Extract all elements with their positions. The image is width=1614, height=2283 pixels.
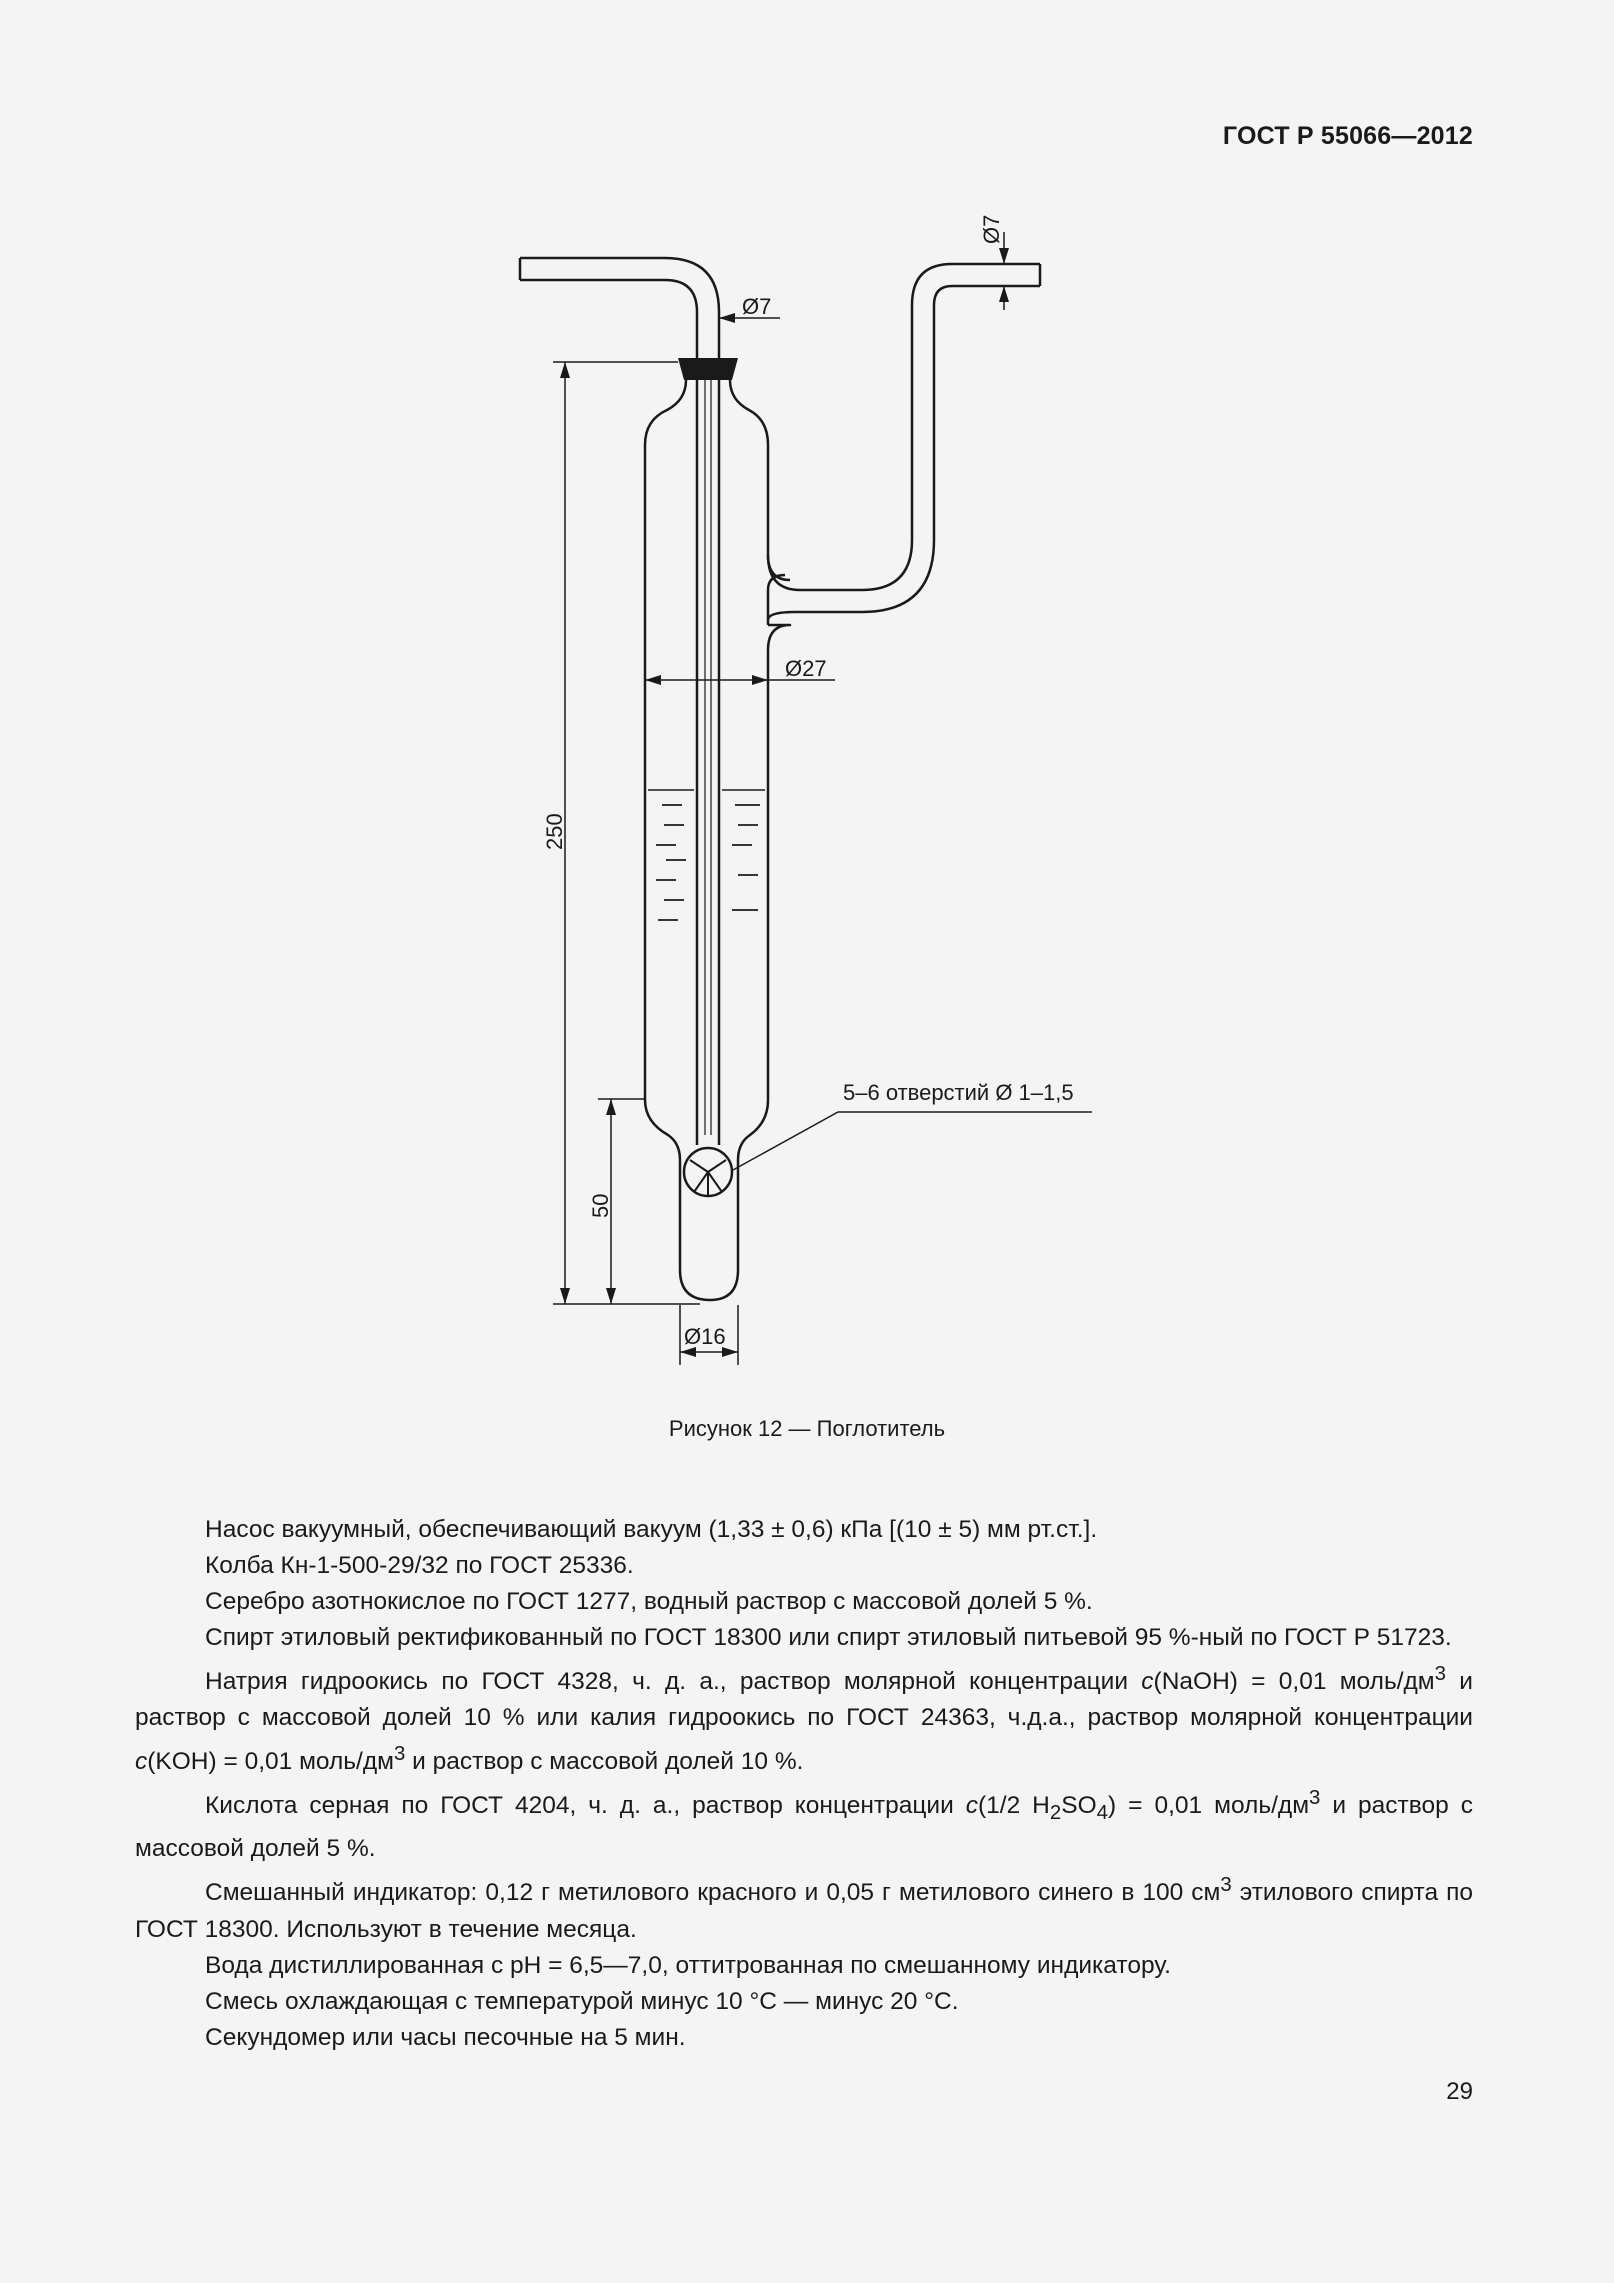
paragraph-indicator: Смешанный индикатор: 0,12 г метилового красного и 0,05 г метилового синего в 100 $см^3$ этилового спирта по ГОСТ 18300. Используют в течение месяца. <box>135 1874 1473 1943</box>
absorber-svg <box>500 190 1100 1390</box>
paragraph-pump: Насос вакуумный, обеспечивающий вакуум (1,33 ± 0,6) кПа [(10 ± 5) мм рт.ст.]. <box>205 1516 1098 1543</box>
dim-d7-top: Ø7 <box>979 214 1004 244</box>
figure-caption: Рисунок 12 — Поглотитель <box>668 1416 946 1441</box>
paragraph-water: Вода дистиллированная с pH = 6,5—7,0, оттитрованная по смешанному индикатору. <box>205 1951 1171 1979</box>
dim-d16: Ø16 <box>684 1324 726 1349</box>
dim-50: 50 <box>588 1193 613 1218</box>
holes-label: 5–6 отверстий Ø 1–1,5 <box>843 1080 1074 1105</box>
inlet-pipe-outer <box>520 258 719 360</box>
dim-d27: Ø27 <box>785 656 827 681</box>
paragraph-sulfuric-acid: Кислота серная по ГОСТ 4204, ч. д. а., раствор концентрации c(1/2 $H_2SO_4) = 0,01$ моль/$дм^3$ и раствор с массовой долей 5 %. <box>135 1787 1473 1863</box>
stopper <box>678 358 738 380</box>
paragraph-ethanol: Спирт этиловый ректификованный по ГОСТ 18300 или спирт этиловый питьевой 95 %-ный по ГОСТ Р 51723. <box>205 1624 1452 1651</box>
dim-d7-left: Ø7 <box>742 294 772 319</box>
paragraph-silver-nitrate: Серебро азотнокислое по ГОСТ 1277, водный раствор с массовой долей 5 %. <box>205 1588 1093 1615</box>
body-text <box>135 1512 1473 2056</box>
page-number: 29 <box>1446 2078 1473 2105</box>
inlet-pipe-inner <box>520 280 697 360</box>
paragraph-cooling-mix: Смесь охлаждающая с температурой минус 10 °С — минус 20 °С. <box>205 1987 959 2015</box>
paragraph-stopwatch: Секундомер или часы песочные на 5 мин. <box>205 2023 686 2051</box>
paragraph-hydroxide: Натрия гидроокись по ГОСТ 4328, ч. д. а., раствор молярной концентрации c(NaOH) = 0,01 моль/$дм^3$ и раствор с массовой долей 10 % или калия гидроокись по ГОСТ 24363, ч.д.а., раствор молярной концентрации c(KOH) = 0,01 моль/$дм^3$ и раствор с массовой долей 10 %. <box>135 1663 1473 1776</box>
absorber-drawing <box>500 190 1100 1390</box>
paragraph-flask: Колба Кн-1-500-29/32 по ГОСТ 25336. <box>205 1552 634 1579</box>
dim-250: 250 <box>542 813 567 850</box>
document-code: ГОСТ Р 55066—2012 <box>1222 122 1473 150</box>
vessel-body <box>645 380 790 1300</box>
outlet-arm-outer <box>768 264 1040 590</box>
